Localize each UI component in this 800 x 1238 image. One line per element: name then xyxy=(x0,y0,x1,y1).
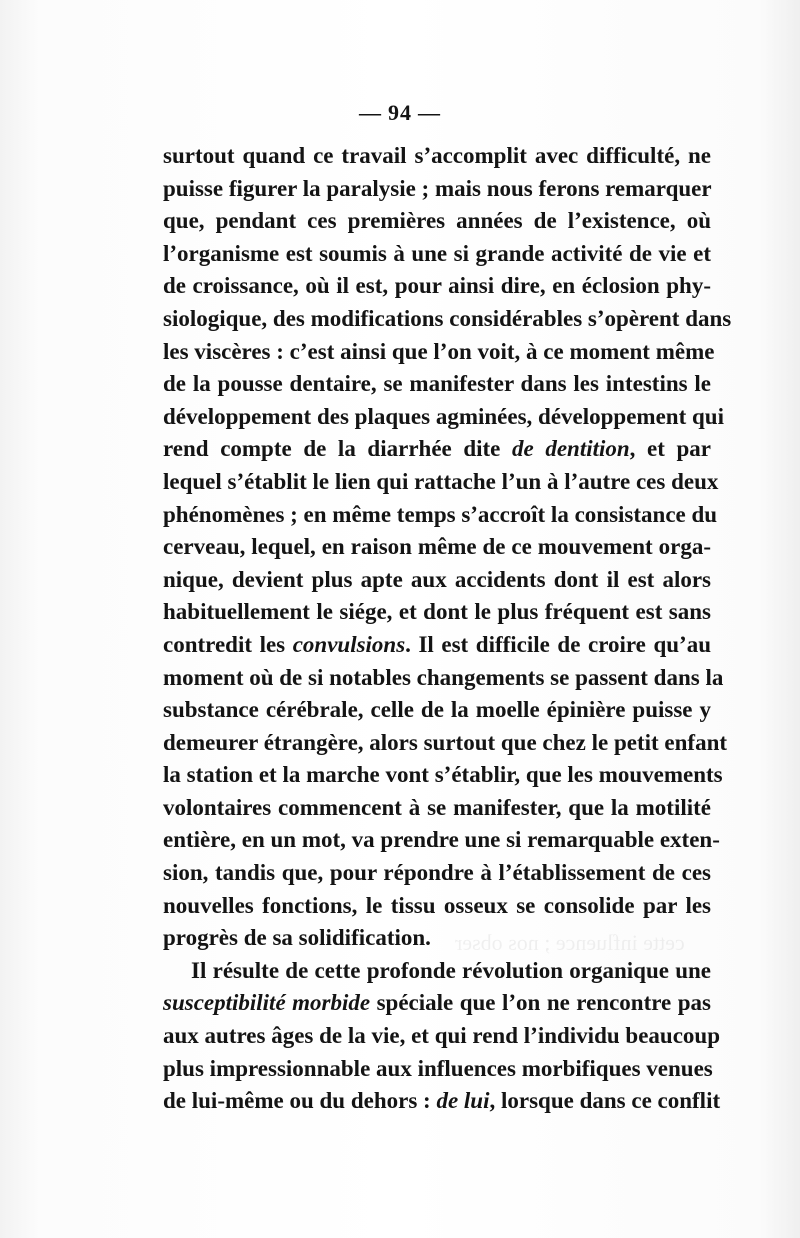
text-segment: . Il est difficile de croire qu’au xyxy=(405,631,711,657)
text-segment: rend compte de la diarrhée dite xyxy=(163,436,512,462)
bleed-through-text: cette influence ; nos obser xyxy=(455,930,685,955)
text-line: demeurer étrangère, alors surtout que chez le petit enfant xyxy=(163,729,728,755)
italic-term: de lui xyxy=(436,1088,490,1114)
text-segment: contredit les xyxy=(163,631,293,657)
text-line: surtout quand ce travail s’accomplit avec difficulté, ne xyxy=(163,143,711,168)
text-line: substance cérébrale, celle de la moelle épinière puisse y xyxy=(163,697,711,723)
text-line xyxy=(163,987,711,1020)
text-line: phénomènes ; en même temps s’accroît la consistance du xyxy=(163,501,718,527)
body-text xyxy=(163,140,732,1118)
page-header xyxy=(0,100,800,126)
text-segment: , et par xyxy=(629,436,712,462)
text-line: les viscères : c’est ainsi que l’on voit, à ce moment même xyxy=(163,338,715,364)
text-line: l’organisme est soumis à une si grande activité de vie et xyxy=(163,240,711,266)
text-line: cerveau, lequel, en raison même de ce mouvement orga- xyxy=(163,534,711,560)
text-line: nouvelles fonctions, le tissu osseux se consolide par les xyxy=(163,892,711,918)
text-line: que, pendant ces premières années de l’existence, où xyxy=(163,208,711,234)
text-line: de la pousse dentaire, se manifester dans les intestins le xyxy=(163,371,711,397)
text-line: entière, en un mot, va prendre une si remarquable exten- xyxy=(163,827,720,853)
text-segment: , lorsque dans ce conflit xyxy=(489,1088,721,1114)
text-line: siologique, des modifications considérables s’opèrent dans xyxy=(163,305,732,331)
text-line: puisse figurer la paralysie ; mais nous ferons remarquer xyxy=(163,175,712,201)
italic-term: de dentition xyxy=(512,436,630,462)
text-line: sion, tandis que, pour répondre à l’établissement de ces xyxy=(163,860,711,886)
text-line: progrès de sa solidification. xyxy=(163,925,431,951)
text-line: de croissance, où il est, pour ainsi dire, en éclosion phy- xyxy=(163,273,711,299)
header-dash-left: — xyxy=(359,100,382,125)
italic-term: susceptibilité morbide xyxy=(163,990,371,1016)
text-segment: spéciale que l’on ne rencontre pas xyxy=(370,990,711,1016)
page-number: 94 xyxy=(388,100,412,125)
text-segment: de lui-même ou du dehors : xyxy=(163,1088,437,1114)
text-line: plus impressionnable aux influences morbifiques venues xyxy=(163,1055,713,1081)
text-line xyxy=(163,1085,721,1118)
text-line: volontaires commencent à se manifester, que la motilité xyxy=(163,794,711,820)
italic-term: convulsions xyxy=(292,631,406,657)
header-dash-right: — xyxy=(418,100,441,125)
text-line: Il résulte de cette profonde révolution organique une xyxy=(191,957,711,983)
text-line: développement des plaques agminées, développement qui xyxy=(163,403,724,429)
text-line: habituellement le siége, et dont le plus fréquent est sans xyxy=(163,599,711,625)
text-line: lequel s’établit le lien qui rattache l’un à l’autre ces deux xyxy=(163,468,719,494)
text-line xyxy=(163,433,711,466)
text-line: la station et la marche vont s’établir, que les mouvements xyxy=(163,762,723,788)
text-line xyxy=(163,629,711,662)
text-line: nique, devient plus apte aux accidents dont il est alors xyxy=(163,566,711,592)
text-line: moment où de si notables changements se passent dans la xyxy=(163,664,724,690)
text-line: aux autres âges de la vie, et qui rend l’individu beaucoup xyxy=(163,1023,720,1049)
